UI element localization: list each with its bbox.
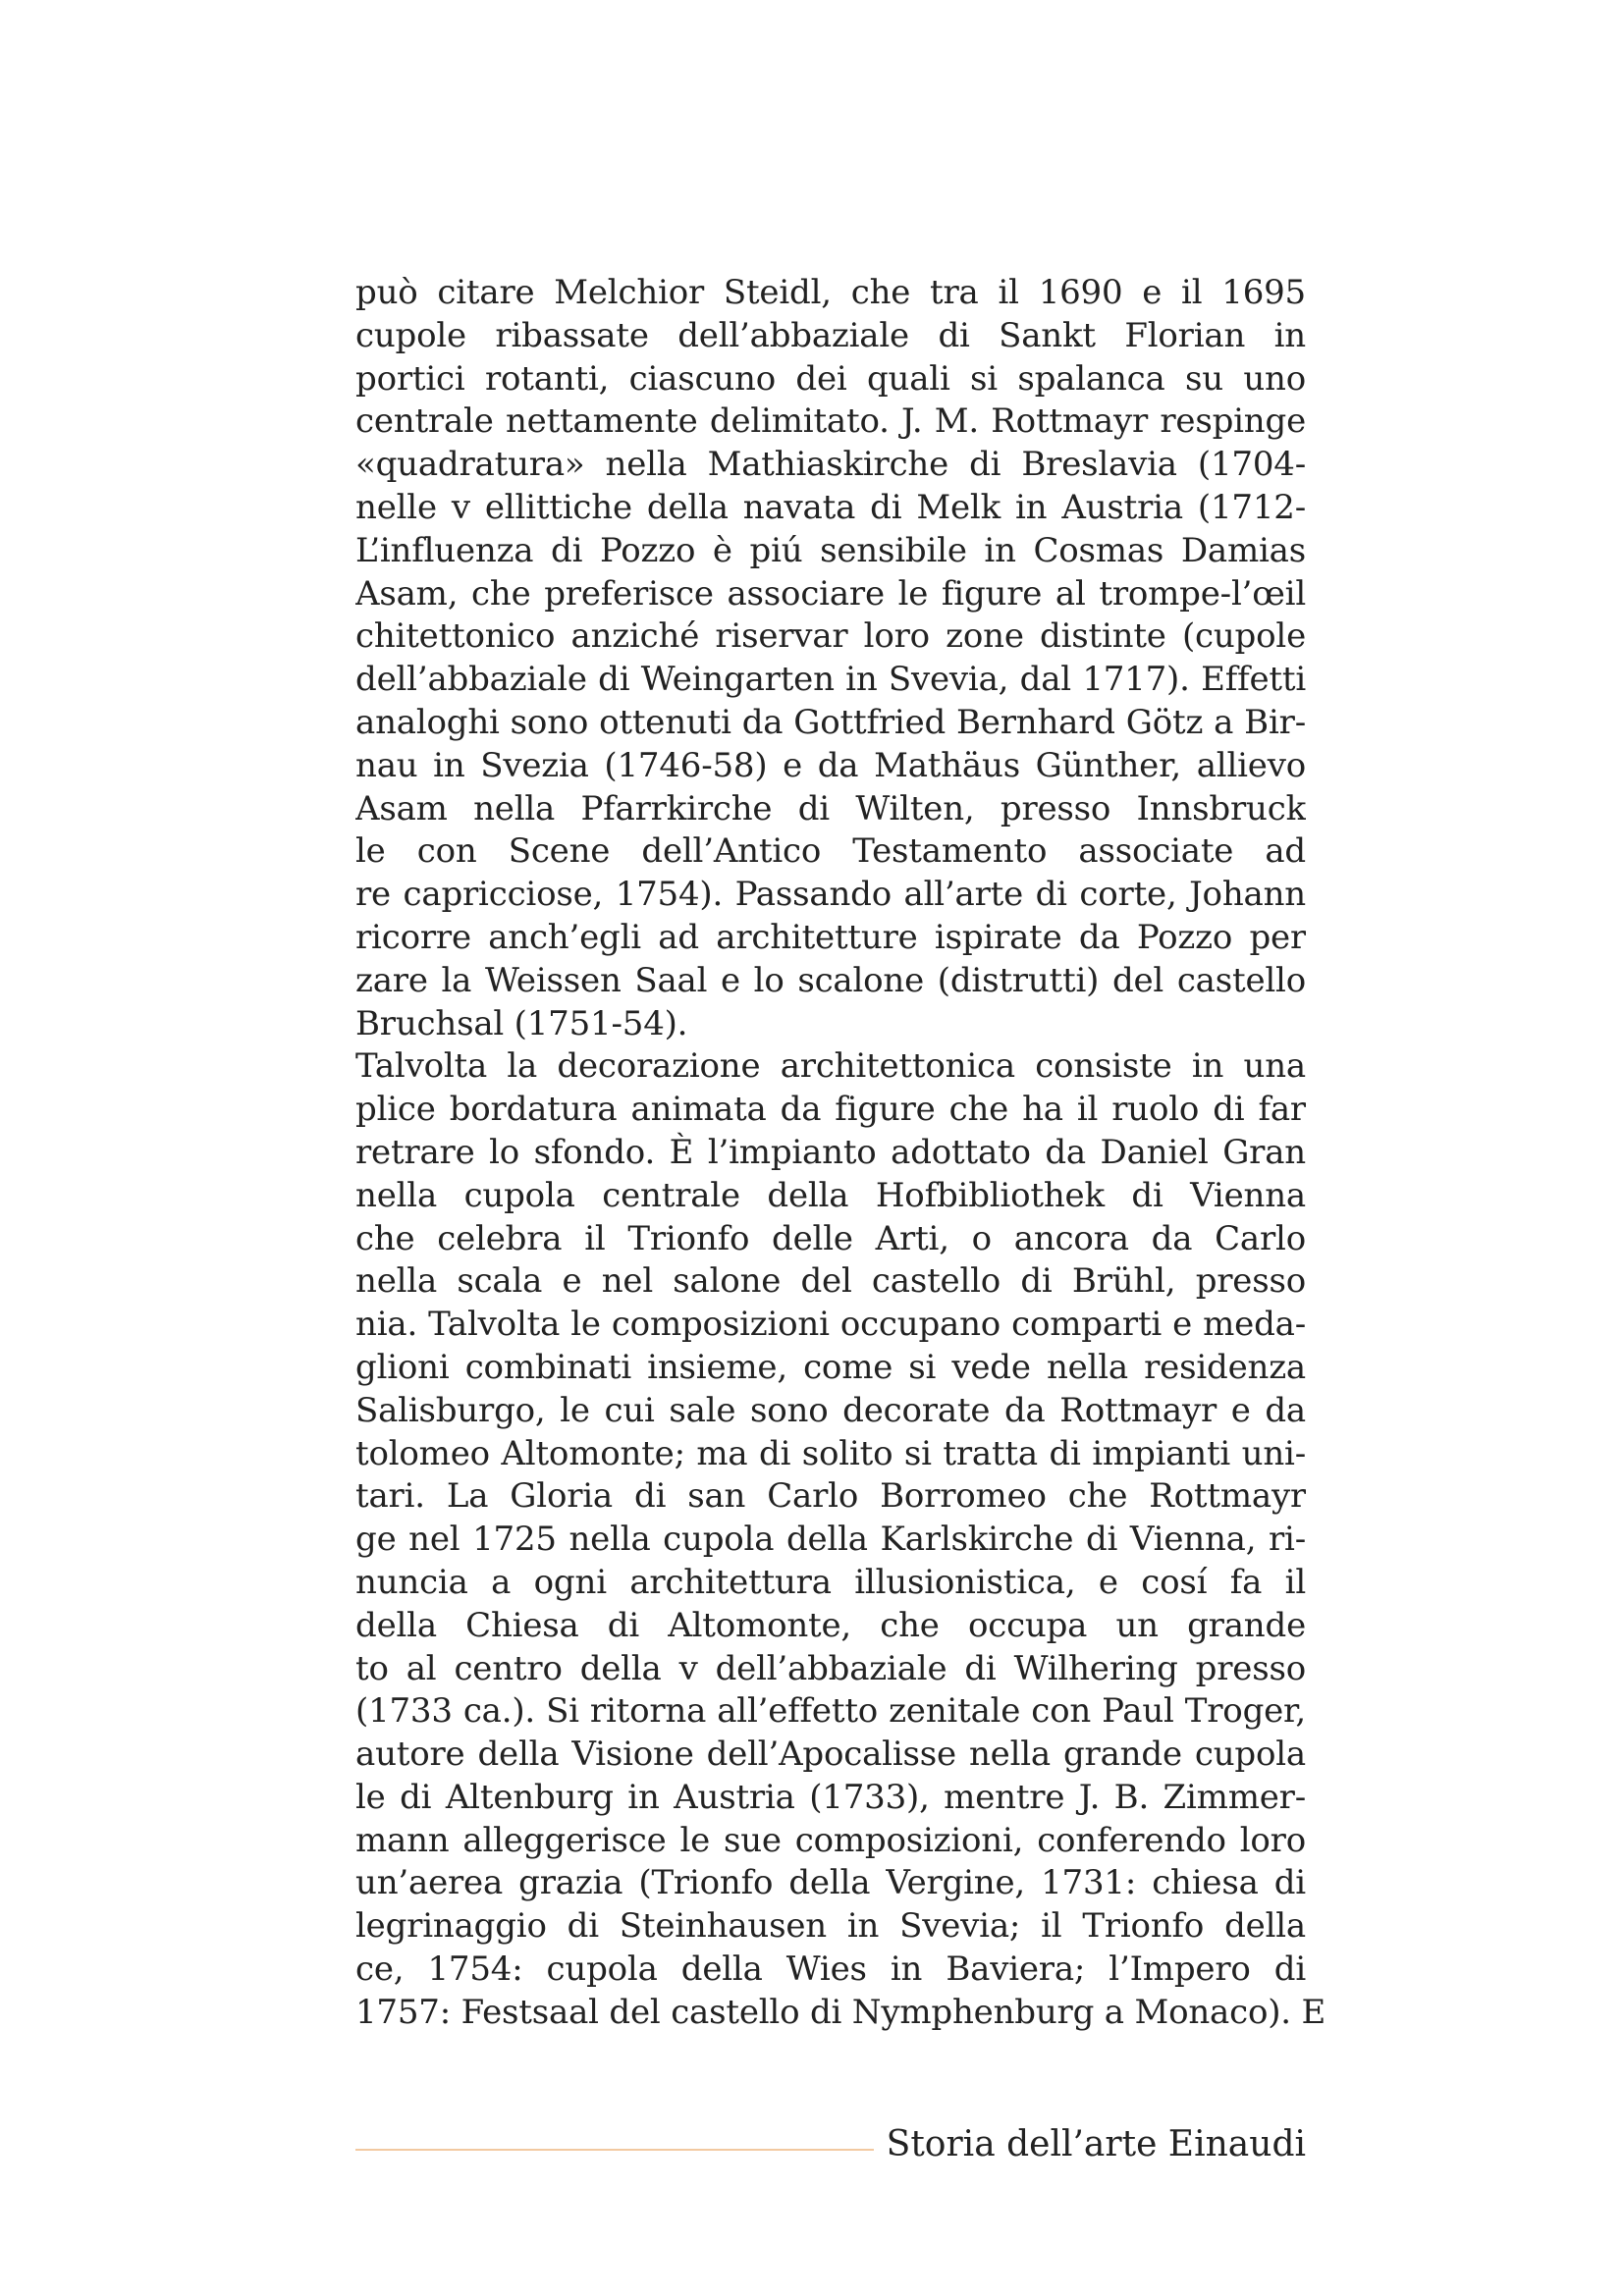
text-line: «quadratura» nella Mathiaskirche di Breslavia (1704- [355,445,1306,485]
text-line: autore della Visione dell’Apocalisse nella grande cupola [355,1735,1306,1775]
text-line: Asam nella Pfarrkirche di Wilten, presso Innsbruck [355,788,1306,828]
footer-rule [355,2149,874,2151]
text-line: un’aerea grazia (Trionfo della Vergine, 1731: chiesa di [355,1863,1306,1903]
text-line: tari. La Gloria di san Carlo Borromeo che Rottmayr [355,1476,1306,1517]
body-text [355,272,1326,2035]
text-line: 1757: Festsaal del castello di Nymphenburg a Monaco). E [355,1992,1326,2032]
text-line: mann alleggerisce le sue composizioni, conferendo loro [355,1820,1306,1860]
text-line: to al centro della v dell’abbaziale di Wilhering presso [355,1648,1306,1688]
text-line: glioni combinati insieme, come si vede nella residenza [355,1347,1306,1387]
text-line: ce, 1754: cupola della Wies in Baviera; l’Impero di [355,1949,1306,1990]
text-line: le con Scene dell’Antico Testamento associate ad [355,831,1306,872]
text-line: zare la Weissen Saal e lo scalone (distrutti) del castello [355,960,1306,1000]
text-line: centrale nettamente delimitato. J. M. Rottmayr respinge [355,401,1306,442]
text-line: plice bordatura animata da figure che ha il ruolo di far [355,1090,1306,1130]
text-line: Asam, che preferisce associare le figure al trompe-l’œil [355,573,1306,614]
text-line: re capricciose, 1754). Passando all’arte di corte, Johann [355,875,1306,915]
text-line: ge nel 1725 nella cupola della Karlskirche di Vienna, ri- [355,1520,1306,1560]
text-line: analoghi sono ottenuti da Gottfried Bernhard Götz a Bir- [355,702,1306,742]
text-line: nella scala e nel salone del castello di Brühl, presso [355,1261,1306,1302]
text-line: della Chiesa di Altomonte, che occupa un grande [355,1605,1306,1645]
text-line: nia. Talvolta le composizioni occupano comparti e meda- [355,1305,1306,1345]
footer-title: Storia dell’arte Einaudi [886,2124,1306,2164]
text-line: Salisburgo, le cui sale sono decorate da Rottmayr e da [355,1390,1306,1430]
text-line: chitettonico anziché riservar loro zone distinte (cupole [355,616,1306,657]
text-line: nau in Svezia (1746-58) e da Mathäus Günther, allievo [355,745,1306,785]
text-line: dell’abbaziale di Weingarten in Svevia, dal 1717). Effetti [355,660,1306,700]
text-line: ricorre anch’egli ad architetture ispirate da Pozzo per [355,917,1306,957]
text-line: tolomeo Altomonte; ma di solito si tratta di impianti uni- [355,1433,1306,1473]
text-line: può citare Melchior Steidl, che tra il 1690 e il 1695 [355,273,1306,312]
text-line: cupole ribassate dell’abbaziale di Sankt Florian in [355,315,1306,355]
text-line: nella cupola centrale della Hofbibliothek di Vienna [355,1175,1306,1215]
text-line: L’influenza di Pozzo è piú sensibile in Cosmas Damias [355,530,1306,570]
text-line: legrinaggio di Steinhausen in Svevia; il Trionfo della [355,1906,1306,1947]
text-line: portici rotanti, ciascuno dei quali si spalanca su uno [355,358,1306,399]
text-line: (1733 ca.). Si ritorna all’effetto zenitale con Paul Troger, [355,1691,1306,1732]
text-line: nuncia a ogni architettura illusionistica, e cosí fa il [355,1562,1306,1602]
text-line: le di Altenburg in Austria (1733), mentre J. B. Zimmer- [355,1777,1306,1817]
text-line: nelle v ellittiche della navata di Melk in Austria (1712- [355,487,1306,527]
text-line: retrare lo sfondo. È l’impianto adottato da Daniel Gran [355,1132,1306,1172]
text-line: che celebra il Trionfo delle Arti, o ancora da Carlo [355,1218,1306,1258]
text-line: Talvolta la decorazione architettonica consiste in una [355,1046,1306,1087]
text-line: Bruchsal (1751-54). [355,1003,688,1043]
